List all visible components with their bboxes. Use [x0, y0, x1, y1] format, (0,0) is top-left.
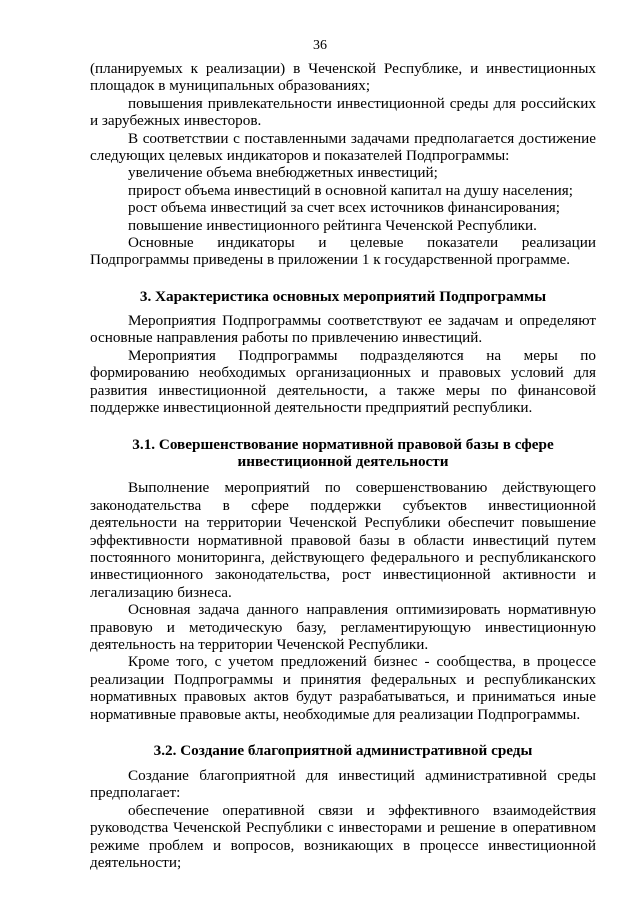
paragraph: Кроме того, с учетом предложений бизнес - сообщества, в процессе реализации Подпрограммы и принятия федеральных и республиканских нормативных правовых актов будут разрабатываться, и приниматься иные нормативные правовые акты, необходимые для реализации Подпрограммы. — [90, 653, 596, 723]
paragraph: обеспечение оперативной связи и эффективного взаимодействия руководства Чеченской Республики с инвесторами и решение в оперативном режиме проблем и вопросов, возникающих в процессе инвестиционной деятельности; — [90, 801, 596, 872]
section-heading — [90, 436, 596, 470]
section-heading-line: инвестиционной деятельности — [237, 453, 449, 471]
list-item: рост объема инвестиций за счет всех источников финансирования; — [128, 199, 560, 217]
list-item: прирост объема инвестиций в основной капитал на душу населения; — [128, 181, 573, 199]
paragraph: Основные индикаторы и целевые показатели реализации Подпрограммы приведены в приложении 1 к государственной программе. — [90, 234, 596, 269]
paragraph: Мероприятия Подпрограммы подразделяются на меры по формированию необходимых организационных и правовых условий для развития инвестиционной деятельности, а также меры по финансовой поддержке инвестиционной деятельности предприятий республики. — [90, 346, 596, 416]
list-item: увеличение объема внебюджетных инвестиций; — [128, 164, 438, 182]
paragraph: Создание благоприятной для инвестиций административной среды предполагает: — [90, 767, 596, 802]
list-item: повышение инвестиционного рейтинга Чеченской Республики. — [128, 216, 537, 234]
section-heading-line: 3.1. Совершенствование нормативной правовой базы в сфере — [132, 436, 554, 454]
paragraph: Мероприятия Подпрограммы соответствуют ее задачам и определяют основные направления работы по привлечению инвестиций. — [90, 311, 596, 347]
section-heading: 3.2. Создание благоприятной административной среды — [153, 742, 533, 759]
page-number: 36 — [313, 38, 327, 53]
paragraph: В соответствии с поставленными задачами предполагается достижение следующих целевых индикаторов и показателей Подпрограммы: — [90, 129, 596, 165]
document-body — [90, 60, 596, 871]
paragraph: Выполнение мероприятий по совершенствованию действующего законодательства в сфере поддержки субъектов инвестиционной деятельности на территории Чеченской Республики обеспечит повышение эффективности нормативной правовой базы в области инвестиций путем постоянного мониторинга, действующего федерального и республиканского инвестиционного законодательства, рост инвестиционной активности и легализацию бизнеса. — [90, 479, 596, 601]
paragraph: Основная задача данного направления оптимизировать нормативную правовую и методическую базу, регламентирующую инвестиционную деятельность на территории Чеченской Республики. — [90, 601, 596, 653]
section-heading: 3. Характеристика основных мероприятий Подпрограммы — [139, 287, 547, 305]
paragraph: (планируемых к реализации) в Чеченской Республике, и инвестиционных площадок в муниципальных образованиях; — [90, 60, 596, 95]
paragraph: повышения привлекательности инвестиционной среды для российских и зарубежных инвесторов. — [90, 94, 596, 130]
